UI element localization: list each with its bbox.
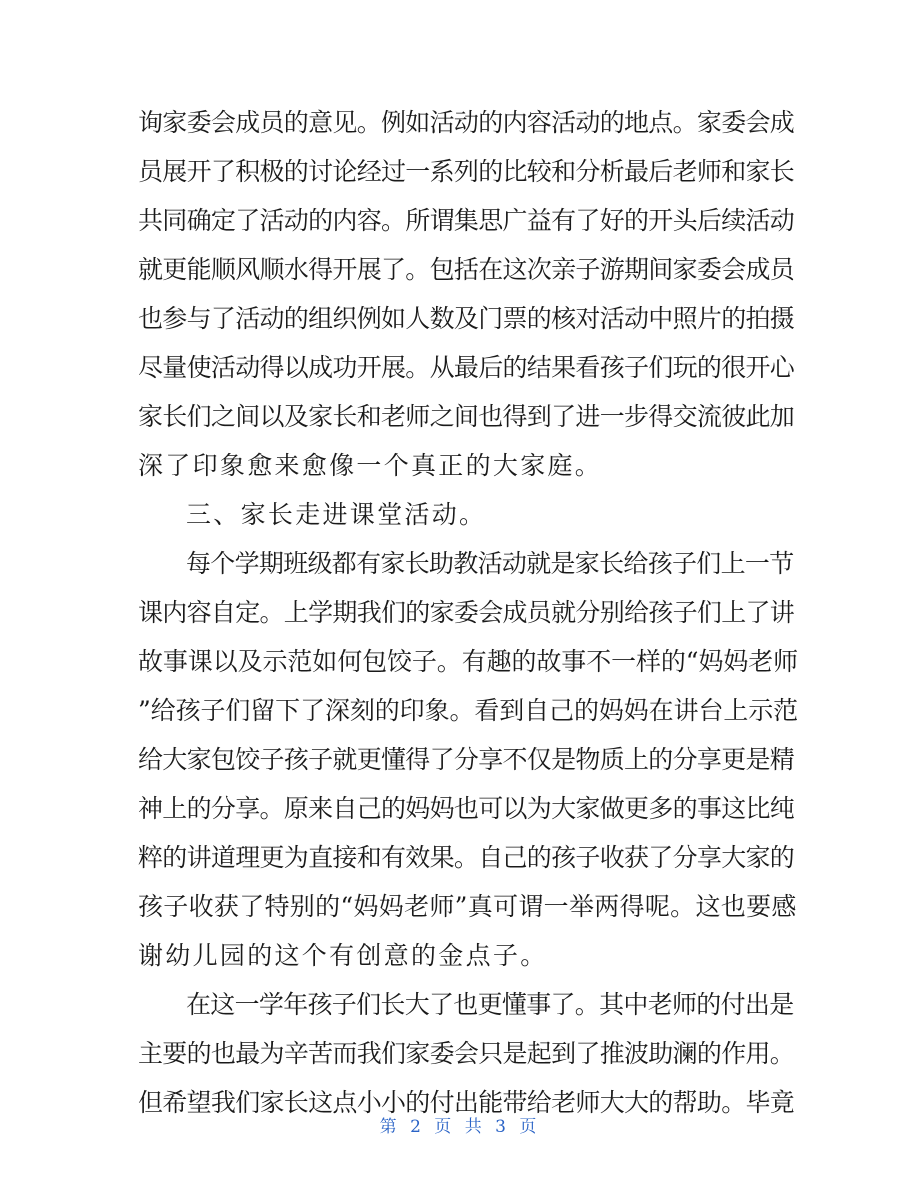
text-line: 在这一学年孩子们长大了也更懂事了。其中老师的付出是 xyxy=(186,990,794,1019)
text-line: 主要的也最为辛苦而我们家委会只是起到了推波助澜的作用。 xyxy=(138,1039,795,1068)
text-line: 谢幼儿园的这个有创意的金点子。 xyxy=(138,941,548,970)
text-line: 也参与了活动的组织例如人数及门票的核对活动中照片的拍摄 xyxy=(138,304,795,333)
text-line: 孩子收获了特别的“妈妈老师”真可谓一举两得呢。这也要感 xyxy=(138,892,797,921)
body-text xyxy=(138,98,798,1127)
text-line: 三、家长走进课堂活动。 xyxy=(186,500,487,529)
text-line: 深了印象愈来愈像一个真正的大家庭。 xyxy=(138,451,603,480)
text-line: 共同确定了活动的内容。所谓集思广益有了好的开头后续活动 xyxy=(138,206,795,235)
page-number-footer: 第 2 页 共 3 页 xyxy=(379,1117,541,1137)
text-line: 粹的讲道理更为直接和有效果。自己的孩子收获了分享大家的 xyxy=(138,843,795,872)
text-line: 但希望我们家长这点小小的付出能带给老师大大的帮助。毕竟 xyxy=(138,1088,795,1117)
text-line: 每个学期班级都有家长助教活动就是家长给孩子们上一节 xyxy=(186,549,794,578)
text-line: 询家委会成员的意见。例如活动的内容活动的地点。家委会成 xyxy=(138,108,795,137)
text-line: 员展开了积极的讨论经过一系列的比较和分析最后老师和家长 xyxy=(138,157,795,186)
text-line: 家长们之间以及家长和老师之间也得到了进一步得交流彼此加 xyxy=(138,402,795,431)
text-line: 故事课以及示范如何包饺子。有趣的故事不一样的“妈妈老师 xyxy=(138,647,799,676)
text-line: 神上的分享。原来自己的妈妈也可以为大家做更多的事这比纯 xyxy=(138,794,795,823)
text-line: 课内容自定。上学期我们的家委会成员就分别给孩子们上了讲 xyxy=(138,598,795,627)
text-line: 尽量使活动得以成功开展。从最后的结果看孩子们玩的很开心 xyxy=(138,353,795,382)
text-line: 就更能顺风顺水得开展了。包括在这次亲子游期间家委会成员 xyxy=(138,255,795,284)
text-line: 给大家包饺子孩子就更懂得了分享不仅是物质上的分享更是精 xyxy=(138,745,795,774)
text-line: ”给孩子们留下了深刻的印象。看到自己的妈妈在讲台上示范 xyxy=(138,696,799,725)
